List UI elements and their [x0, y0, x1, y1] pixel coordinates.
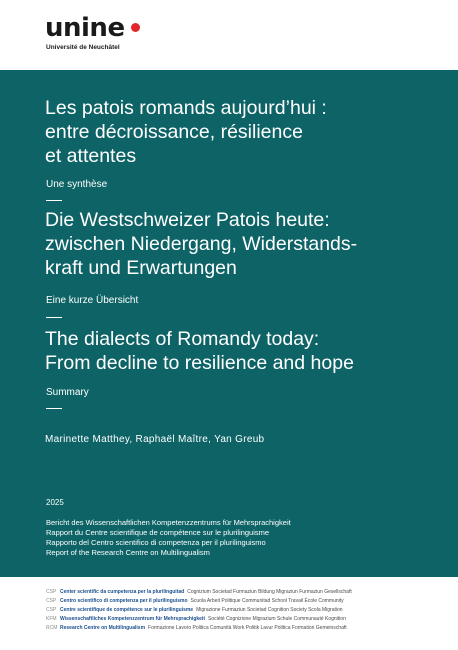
keyword-list: Scuola Arbeit Politique Communitad School Travail École Community [190, 598, 344, 604]
title-line: et attentes [45, 145, 137, 167]
title-french [45, 96, 327, 168]
university-logo: unine [45, 13, 125, 43]
publication-year: 2025 [46, 498, 64, 507]
title-line: The dialects of Romandy today: [45, 328, 320, 350]
title-line: zwischen Niedergang, Widerstands- [45, 233, 358, 255]
subtitle-english: Summary [46, 387, 89, 398]
separator [46, 408, 62, 409]
keyword-list: Migrazione Furmaziun Societad Cognition Society Scola Migration [196, 607, 343, 613]
title-line: Les patois romands aujourd’hui : [45, 97, 327, 119]
footer-institutions [0, 577, 458, 650]
title-english [45, 327, 354, 375]
title-german [45, 208, 357, 280]
institution-abbr: CSP [46, 598, 57, 604]
report-line: Rapport du Centre scientifique de compétence sur le plurilinguisme [46, 528, 270, 537]
institution-row [46, 589, 352, 595]
report-description [46, 518, 291, 558]
cover-panel [0, 70, 458, 577]
institution-abbr: CSP [46, 589, 57, 595]
title-line: kraft und Erwartungen [45, 257, 237, 279]
institution-row [46, 616, 346, 622]
university-name: Université de Neuchâtel [46, 44, 120, 51]
institution-name: Research Centre on Multilingualism [60, 625, 146, 631]
institution-row [46, 598, 344, 604]
subtitle-german: Eine kurze Übersicht [46, 295, 139, 306]
title-line: entre décroissance, résilience [45, 121, 303, 143]
report-line: Rapporto del Centro scientifico di competenza per il plurilinguismo [46, 538, 266, 547]
institution-row [46, 607, 343, 613]
header [0, 0, 458, 70]
institution-name: Centre scientifique de compétence sur le plurilinguisme [60, 607, 194, 613]
report-line: Report of the Research Centre on Multilingualism [46, 548, 210, 557]
institution-abbr: RCM [46, 625, 58, 631]
institution-name: Center scientific da cumpetenza per la plurilinguitad [60, 589, 185, 595]
report-line: Bericht des Wissenschaftlichen Kompetenzzentrums für Mehrsprachigkeit [46, 518, 291, 527]
separator [46, 200, 62, 201]
title-line: From decline to resilience and hope [45, 352, 354, 374]
institution-name: Wissenschaftliches Kompetenzzentrum für Mehrsprachigkeit [60, 616, 205, 622]
separator [46, 317, 62, 318]
subtitle-french: Une synthèse [46, 179, 108, 190]
keyword-list: Formazione Lavoro Politica Comunità Work Politik Lavur Politica Formation Gemeinschaft [148, 625, 347, 631]
title-line: Die Westschweizer Patois heute: [45, 209, 330, 231]
institution-name: Centro scientifico di competenza per il plurilinguismo [60, 598, 188, 604]
institution-row [46, 625, 347, 631]
institution-abbr: KFM [46, 616, 57, 622]
logo-dot-icon [131, 23, 140, 32]
keyword-list: Cognizium Societad Furmaziun Bildung Migraziun Furmaziun Gesellschaft [187, 589, 352, 595]
authors: Marinette Matthey, Raphaël Maître, Yan Greub [45, 434, 265, 445]
keyword-list: Société Cognizione Migrazium Schule Communauté Kognition [208, 616, 346, 622]
institution-abbr: CSP [46, 607, 57, 613]
